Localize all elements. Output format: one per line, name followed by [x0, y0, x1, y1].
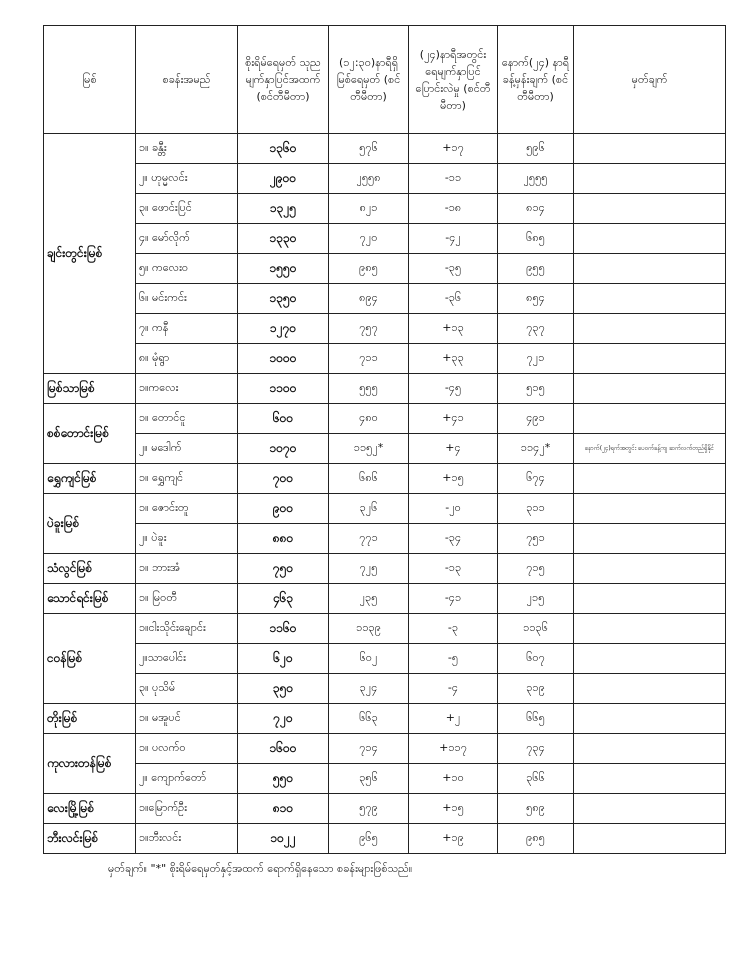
level-change: +၄ [409, 434, 498, 464]
station-name: ၁။ငါးသိုင်းချောင်း [136, 614, 238, 644]
forecast-level: ၈၁၄ [498, 194, 574, 224]
danger-level: ၁၀၂၂ [238, 824, 329, 854]
danger-level: ၃၅၀ [238, 674, 329, 704]
table-row [44, 404, 726, 434]
table-row [44, 314, 726, 344]
remark [574, 584, 726, 614]
remark [574, 794, 726, 824]
station-name: ၁။ဘီးလင်း [136, 824, 238, 854]
danger-level: ၄၆၃ [238, 584, 329, 614]
danger-level: ၁၅၅၀ [238, 254, 329, 284]
forecast-level: ၇၅၁ [498, 524, 574, 554]
level-change: -၃၆ [409, 284, 498, 314]
danger-level: ၈၁၀ [238, 794, 329, 824]
level-change: -၄၁ [409, 584, 498, 614]
header-river: မြစ် [44, 26, 136, 134]
level-change: +၁၅ [409, 464, 498, 494]
header-forecast: နောက်(၂၄) နာရီ ခန့်မှန်းချက် (စင်တီမီတာ) [498, 26, 574, 134]
forecast-level: ၅၉၆ [498, 134, 574, 164]
forecast-level: ၇၁၅ [498, 554, 574, 584]
table-row [44, 734, 726, 764]
level-change: +၁၁၇ [409, 734, 498, 764]
remark [574, 734, 726, 764]
forecast-level: ၃၆၆ [498, 764, 574, 794]
header-station: စခန်းအမည် [136, 26, 238, 134]
forecast-level: ၆၀၇ [498, 644, 574, 674]
level-change: -၃၄ [409, 524, 498, 554]
forecast-level: ၃၁၉ [498, 674, 574, 704]
footnote: မှတ်ချက်။ "*" စိုးရိမ်ရေမှတ်နှင့်အထက် ရောက်ရှိနေသော စခန်းများဖြစ်သည်။ [108, 862, 413, 875]
danger-level: ၁၀၀၀ [238, 344, 329, 374]
station-name: ၅။ ကလေးဝ [136, 254, 238, 284]
forecast-level: ၇၃၄ [498, 734, 574, 764]
table-row [44, 584, 726, 614]
station-name: ၁။ ပလက်ဝ [136, 734, 238, 764]
header-current-level: (၁၂:၃၀)နာရီရှိ မြစ်ရေမှတ် (စင်တီမီတာ) [329, 26, 409, 134]
river-level-table [43, 25, 726, 854]
table-row [44, 224, 726, 254]
table-row [44, 254, 726, 284]
station-name: ၇။ ကနီ [136, 314, 238, 344]
table-row [44, 344, 726, 374]
forecast-level: ၃၁၁ [498, 494, 574, 524]
station-name: ၂။သာပေါင်း [136, 644, 238, 674]
remark: နောက်(၂၄)ရက်အတွင်း ပေ၀က်ခန့်ကျ ဆက်လက်တည်ရှိနိုင် [574, 434, 726, 464]
station-name: ၁။ မြဝတီ [136, 584, 238, 614]
danger-level: ၁၃၃၀ [238, 224, 329, 254]
current-level: ၇၅၇ [329, 314, 409, 344]
station-name: ၁။ တောင်ငူ [136, 404, 238, 434]
header-row [44, 26, 726, 134]
station-name: ၂။ ဟုမ္မလင်း [136, 164, 238, 194]
current-level: ၃၂၆ [329, 494, 409, 524]
level-change: -၃၅ [409, 254, 498, 284]
table-row [44, 374, 726, 404]
river-name: ကုလားတန်မြစ် [44, 734, 136, 794]
remark [574, 674, 726, 704]
current-level: ၆၈၆ [329, 464, 409, 494]
current-level: ၈၂၁ [329, 194, 409, 224]
table-row [44, 194, 726, 224]
current-level: ၅၅၅ [329, 374, 409, 404]
remark [574, 704, 726, 734]
current-level: ၃၂၄ [329, 674, 409, 704]
level-change: +၁၉ [409, 824, 498, 854]
station-name: ၁။ ရွှေကျင် [136, 464, 238, 494]
river-name: လေးမြို့မြစ် [44, 794, 136, 824]
forecast-level: ၁၁၄၂* [498, 434, 574, 464]
forecast-level: ၇၂၁ [498, 344, 574, 374]
danger-level: ၈၈၀ [238, 524, 329, 554]
header-change: (၂၄)နာရီအတွင်း ရေမျက်နှာပြင် ပြောင်းလဲမှု (စင်တီမီတာ) [409, 26, 498, 134]
forecast-level: ၅၁၅ [498, 374, 574, 404]
current-level: ၂၃၅ [329, 584, 409, 614]
station-name: ၃။ ပုသိမ် [136, 674, 238, 704]
header-danger-level: စိုးရိမ်ရေမှတ် သုညမျက်နှာပြင်အထက် (စင်တီမီတာ) [238, 26, 329, 134]
level-change: -၅ [409, 644, 498, 674]
current-level: ၇၁၄ [329, 734, 409, 764]
current-level: ၈၉၄ [329, 284, 409, 314]
table-row [44, 494, 726, 524]
level-change: +၁၅ [409, 794, 498, 824]
station-name: ၁။ ခန္တီး [136, 134, 238, 164]
level-change: +၁၀ [409, 764, 498, 794]
current-level: ၇၁၁ [329, 344, 409, 374]
current-level: ၃၅၆ [329, 764, 409, 794]
current-level: ၉၆၅ [329, 824, 409, 854]
current-level: ၇၂၅ [329, 554, 409, 584]
station-name: ၁။ ဘားအံ [136, 554, 238, 584]
current-level: ၅၇၉ [329, 794, 409, 824]
level-change: +၂ [409, 704, 498, 734]
river-name: စစ်တောင်းမြစ် [44, 404, 136, 464]
level-change: -၃ [409, 614, 498, 644]
forecast-level: ၈၅၄ [498, 284, 574, 314]
current-level: ၆၀၂ [329, 644, 409, 674]
danger-level: ၇၅၀ [238, 554, 329, 584]
remark [574, 644, 726, 674]
forecast-level: ၆၆၅ [498, 704, 574, 734]
remark [574, 164, 726, 194]
station-name: ၂။ ကျောက်တော် [136, 764, 238, 794]
level-change: +၁၃ [409, 314, 498, 344]
station-name: ၁။မြောက်ဦး [136, 794, 238, 824]
river-name: ချင်းတွင်းမြစ် [44, 134, 136, 374]
danger-level: ၆၂၀ [238, 644, 329, 674]
table-row [44, 164, 726, 194]
forecast-level: ၆၇၄ [498, 464, 574, 494]
station-name: ၂။ မဒေါက် [136, 434, 238, 464]
current-level: ၉၈၅ [329, 254, 409, 284]
danger-level: ၁၃၆၀ [238, 134, 329, 164]
forecast-level: ၂၁၅ [498, 584, 574, 614]
remark [574, 614, 726, 644]
danger-level: ၁၁၀၀ [238, 374, 329, 404]
remark [574, 554, 726, 584]
current-level: ၇၂၀ [329, 224, 409, 254]
forecast-level: ၉၈၅ [498, 824, 574, 854]
level-change: -၄၅ [409, 374, 498, 404]
station-name: ၃။ ဖောင်းပြင် [136, 194, 238, 224]
level-change: -၁၃ [409, 554, 498, 584]
table-row [44, 464, 726, 494]
forecast-level: ၁၁၃၆ [498, 614, 574, 644]
danger-level: ၁၁၆၀ [238, 614, 329, 644]
forecast-level: ၉၅၅ [498, 254, 574, 284]
current-level: ၅၇၆ [329, 134, 409, 164]
current-level: ၁၁၅၂* [329, 434, 409, 464]
remark [574, 194, 726, 224]
danger-level: ၇၂၀ [238, 704, 329, 734]
remark [574, 284, 726, 314]
table-row [44, 674, 726, 704]
table-row [44, 284, 726, 314]
current-level: ၄၈၀ [329, 404, 409, 434]
table-row [44, 644, 726, 674]
table-row [44, 824, 726, 854]
forecast-level: ၄၉၁ [498, 404, 574, 434]
remark [574, 314, 726, 344]
danger-level: ၁၃၂၅ [238, 194, 329, 224]
station-name: ၈။ မုံရွာ [136, 344, 238, 374]
danger-level: ၆၀၀ [238, 404, 329, 434]
danger-level: ၂၉၀၀ [238, 164, 329, 194]
current-level: ၂၅၅၈ [329, 164, 409, 194]
station-name: ၁။ ဇောင်းတူ [136, 494, 238, 524]
table-row [44, 434, 726, 464]
remark [574, 404, 726, 434]
table-row [44, 134, 726, 164]
river-name: မြစ်သာမြစ် [44, 374, 136, 404]
table-row [44, 614, 726, 644]
remark [574, 344, 726, 374]
river-name: ရွှေကျင်မြစ် [44, 464, 136, 494]
forecast-level: ၂၅၅၅ [498, 164, 574, 194]
current-level: ၇၇၁ [329, 524, 409, 554]
table-row [44, 704, 726, 734]
danger-level: ၁၃၅၀ [238, 284, 329, 314]
danger-level: ၉၀၀ [238, 494, 329, 524]
table-row [44, 794, 726, 824]
river-name: တိုးမြစ် [44, 704, 136, 734]
danger-level: ၁၀၇၀ [238, 434, 329, 464]
danger-level: ၁၂၇၀ [238, 314, 329, 344]
forecast-level: ၅၈၉ [498, 794, 574, 824]
station-name: ၆။ မင်းကင်း [136, 284, 238, 314]
river-name: ပဲခူးမြစ် [44, 494, 136, 554]
level-change: -၂၀ [409, 494, 498, 524]
river-name: သံလွင်မြစ် [44, 554, 136, 584]
forecast-level: ၇၃၇ [498, 314, 574, 344]
remark [574, 374, 726, 404]
level-change: +၁၇ [409, 134, 498, 164]
station-name: ၁။ မအူပင် [136, 704, 238, 734]
level-change: -၄ [409, 674, 498, 704]
table-row [44, 764, 726, 794]
table-row [44, 554, 726, 584]
remark [574, 494, 726, 524]
level-change: -၁၈ [409, 194, 498, 224]
danger-level: ၅၅၀ [238, 764, 329, 794]
danger-level: ၁၆၀၀ [238, 734, 329, 764]
remark [574, 224, 726, 254]
station-name: ၂။ ပဲခူး [136, 524, 238, 554]
level-change: +၄၁ [409, 404, 498, 434]
level-change: -၄၂ [409, 224, 498, 254]
station-name: ၄။ မော်လိုက် [136, 224, 238, 254]
level-change: -၁၁ [409, 164, 498, 194]
remark [574, 464, 726, 494]
river-name: ဘီးလင်းမြစ် [44, 824, 136, 854]
remark [574, 524, 726, 554]
current-level: ၁၁၃၉ [329, 614, 409, 644]
remark [574, 134, 726, 164]
river-name: သောင်ရင်းမြစ် [44, 584, 136, 614]
current-level: ၆၆၃ [329, 704, 409, 734]
header-remark: မှတ်ချက် [574, 26, 726, 134]
danger-level: ၇၀၀ [238, 464, 329, 494]
remark [574, 254, 726, 284]
remark [574, 764, 726, 794]
river-name: ငဝန်မြစ် [44, 614, 136, 704]
station-name: ၁။ကလေး [136, 374, 238, 404]
forecast-level: ၆၈၅ [498, 224, 574, 254]
remark [574, 824, 726, 854]
table-row [44, 524, 726, 554]
level-change: +၃၃ [409, 344, 498, 374]
